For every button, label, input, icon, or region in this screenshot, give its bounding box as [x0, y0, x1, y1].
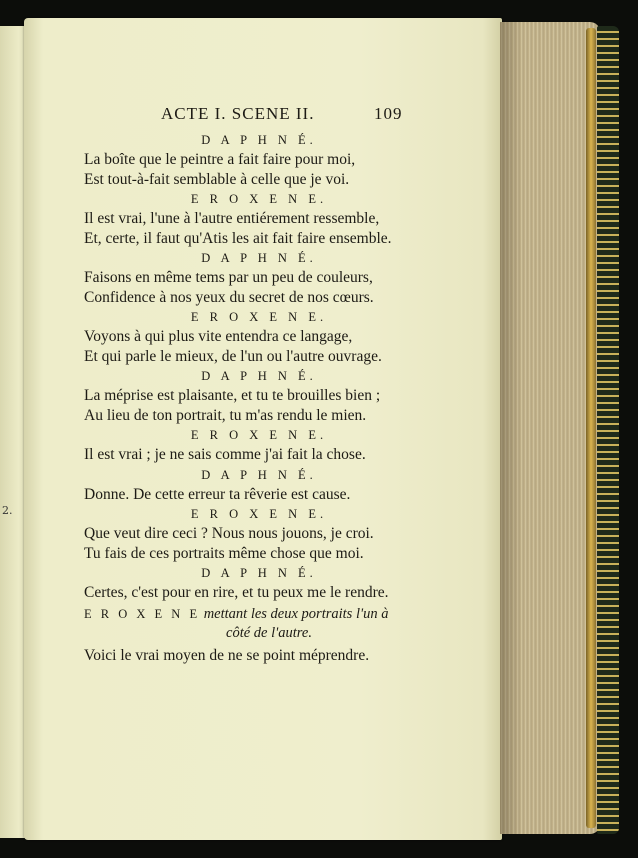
speaker-name: E R O X E N E.	[190, 507, 328, 521]
text-block	[84, 104, 434, 665]
verse-line: Tu fais de ces portraits même chose que moi.	[84, 544, 364, 562]
verse-line: Et qui parle le mieux, de l'un ou l'autre ouvrage.	[84, 347, 382, 365]
speaker-name: E R O X E N E.	[190, 192, 328, 206]
verse-line: Certes, c'est pour en rire, et tu peux me le rendre.	[84, 584, 389, 601]
speaker-name: D A P H N É.	[201, 467, 317, 482]
speaker-name: D A P H N É.	[201, 369, 317, 383]
gilt-edge	[586, 28, 596, 828]
verse-line: Il est vrai, l'une à l'autre entiérement ressemble,	[84, 210, 380, 227]
running-title: ACTE I. SCENE II.	[161, 104, 315, 123]
verse-line-final: Voici le vrai moyen de ne se point méprendre.	[84, 646, 370, 664]
speaker-name: E R O X E N E.	[190, 310, 328, 324]
verse-line: La boîte que le peintre a fait faire pour moi,	[84, 151, 356, 168]
verse-line: Faisons en même tems par un peu de couleurs,	[84, 269, 373, 286]
verse-line: Donne. De cette erreur ta rêverie est cause.	[84, 485, 351, 503]
stage-direction-speaker: E R O X E N E	[84, 606, 201, 621]
verse-line: Voyons à qui plus vite entendra ce langage,	[84, 328, 353, 345]
verse-line: Il est vrai ; je ne sais comme j'ai fait la chose.	[84, 446, 366, 463]
verse-line: La méprise est plaisante, et tu te brouilles bien ;	[84, 387, 381, 404]
verse-line: Confidence à nos yeux du secret de nos cœurs.	[84, 288, 374, 306]
speaker-name: D A P H N É.	[201, 133, 317, 147]
stage-direction-text-2: côté de l'autre.	[226, 624, 312, 641]
stage-direction	[84, 605, 434, 643]
book-cover-edge	[597, 26, 619, 834]
verse-line: Au lieu de ton portrait, tu m'as rendu le mien.	[84, 406, 367, 424]
stage-direction-text-1: mettant les deux portraits l'un à	[203, 605, 389, 622]
left-margin-mark: 2.	[2, 504, 13, 517]
verse-line: Est tout-à-fait semblable à celle que je voi.	[84, 170, 350, 188]
dialogue	[84, 130, 434, 603]
running-header	[84, 104, 434, 126]
page-number: 109	[374, 104, 403, 123]
book-page	[24, 18, 502, 840]
speaker-name: E R O X E N E.	[190, 428, 328, 442]
speaker-name: D A P H N É.	[201, 566, 317, 580]
fore-edge-shadow	[500, 22, 522, 834]
verse-line: Que veut dire ceci ? Nous nous jouons, je croi.	[84, 525, 374, 542]
speaker-name: D A P H N É.	[201, 251, 317, 265]
verse-line: Et, certe, il faut qu'Atis les ait fait faire ensemble.	[84, 229, 392, 247]
